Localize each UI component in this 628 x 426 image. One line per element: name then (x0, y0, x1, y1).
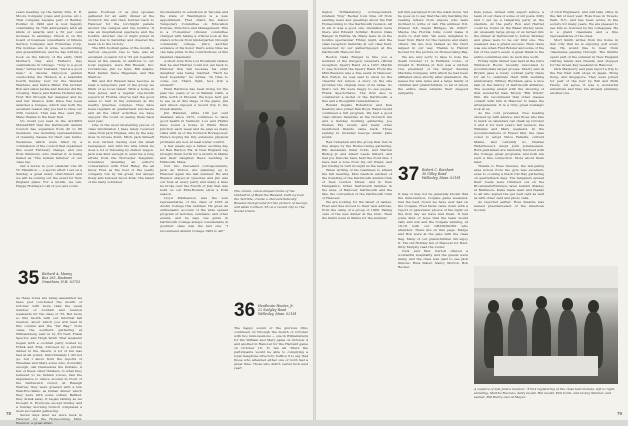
left-page-number: 78 (6, 411, 12, 416)
person-figure (256, 122, 270, 170)
left-col-3: involvements in education in Tacoma and the state of Washington is a new appointment. Fred chairs the state's Temporary Committee on Education Policies, Structure and Management. This is a 17-member citizens' committee charged with taking a critical look at the state's schools from kindergarten through community college. Jim's another evidence of his honor that's some time we can take pride in the contributions of this talented classmate! A short note from Lou Bookheim relates that he and Harriet could not get back to Hanover this fall because his older daughter was being married. "We'll be back hopefully," he writes, "in time to come out. That's right, he's still a student!" Hunt Harrison has been living for the past two years or so in Belmar, Calif., a little north of Phoenix. We hope he'll get to see us at this stage of the game. Jim and Alison enjoyed a recent trip to the Greek islands. Jim Hamden, while 100 per cent disabled since 1973, continues to have good health in Vermont. Lou and Phyllis have found a home in White River Junction each week and he pays us many visits with us of the Norwich Horsepower. Here's hoping his tiny extensive physical problems are now at least under control. A few weeks ago a rather exciting day for Ben Harbor, Fla. & New England rep brought them north for a month in Maine and their daughter Bea's wedding in Falmouth, Mass. Our two Cleveland correspondents, Jack Au Wilcox, are planning up to Hanover again the last summer. He and Eleanor stayed at Quechee and Jim was our host at every party and many a time he broke over the Fourth of July that was built on our Mini-Rounds show a Pork season. Lloyd Mathewson was the sole representative of the class of 1935 at Austin College this summer. He gives an enthusiastic account of the wide spread program of lectures, seminars, and other events, and he says one guide in Dartmouth College always considerable & gourmet class was the last one. "I recommend Alumni College 1983 to all!" (160, 10, 228, 233)
class-number-36: 36 (234, 300, 256, 321)
cathedral-photo (234, 10, 308, 185)
class-36-address: Heathcote Hunter, Jr. 12 Sedgley Road Wellesley, Mass. 02181 (258, 304, 297, 317)
right-page-number: 79 (616, 411, 622, 416)
right-col-3: Pete Jones. Armed with expert advice, a team of our class of some of old poets, Kitty and I set up a tailgating party at the stadium. At the party Ron and Harriet could be found on the Baker library lawn. An unusually large group of us turned into the dinner at Dartmouth to follow. Monkey and grass were to be our first one. The weekend was a grand success. Then there was one when Fred Bolster and some of the fun of the year's event. A great thank to the entire committee who do such fine work. Friday night dinner was held at the Inn's Whitelock Room, recently renovated to accommodate larger groups. Sherry and Al Bryant gave a lovely cocktail party there for all to celebrate their 60th wedding anniversary. Whitey Burnham gave a nice talk on the history of Dartmouth athletics. The evening ended with the showing of that wonderful Sam Brown "Hill Winds" film. We recommend that other classes consult with him in Hanover to make the arrangements. It is a truly great nostalgic look at us. As the cold prevailed, free heating showed up with admire, and those who like to mark on calendars can chalk up October 3 and 4 for next year's fall reunion, the Williams and Mary weekend. In the accommodations of Fraser Kim, the class voted to adopt Vince Falletta, current Maine, and certainly no Charles Waterhouse's adopt John Johannessen. Both gentlemen are randomly involved with the College, great programs, and both are such a fine connection. More about them later. Thanks to Russ Stevens, the tail-gating area across from the gym was excellent, even to cooking a black Cat Ray gathering on quarterback days. The tailgaters spread their roads were trimmed out on the Brownstein/Embrace lawn behind Stanley at Baltimore. Katie made lawn and thanks to all who signed the get well card as well as with other card and photo calls. As reported earlier, Ross Stearns was named president-elect of the American Society (474, 10, 544, 213)
right-col-2-lower: It may or may not be generally known that the mini-reunion, Colgate game weekend, had the best crowd we have ever had on the Colgate. Fred Kuhn came down with a report of panoramic photos of the night on the first day we have had them. It had some kind of hope that the team would rally and win and the Colgate winning, at 18-18 with our GRANDSONS who attended. There are on this page. Marge and Bob were at the gate with the class flag. Many of our grandchildren did enjoy it. The old Holiday Inn of Hanover for Rust. Kitty Murphy read the roster. Nick and Bud Carroll offered a wonderful hospitality and the guests were many, and the class was glad to see Jack Simons, Russ Slater, Nancy Morton, Bob Beckel. (398, 192, 468, 269)
page-gutter (313, 0, 316, 420)
right-col-2-upper: left him paralyzed from the waist down. Yet he goes on to say that the only hardship his reading letters from anyone who feels inclined to write or call. His address: P.O. Drawer 9-X, Sugar Bridges, Va. 03027. Maybe the Florida folks could make it down to visit him. We were delighted to hear from Ward for the reunion and many others. We are now ranked as the third largest in our way. Thanks to Harold Kovner for the picture on Homecoming Bay. We are very sorry to have to note the death October 11 in Fairfield, Conn., of Donald K. Robbins Jr. Don was a retired vice president of the Singer Sewing Machine Company, with which he had been affiliated since shortly after graduation. He leaves his wife Anne and a large family of children and grandchildren, to all of whom the entire class extends their deepest sympathy. (398, 10, 468, 95)
left-col-4-lower: The happy sound of the glorious Ohio continued on through the month of October with two mini-reunions — one in Williamsburg for the William and Mary game on October 4 and another in Hanover for the Harvard game on October 18. To fan all '36ers the participants would be able to complying a loyal telephone directory. Suffice it to say that those who attended either one or both had a great time. Those who didn't, better luck next year! (234, 326, 308, 371)
registration-table (494, 356, 598, 376)
person-head (276, 116, 285, 127)
tent-canopy (474, 266, 618, 288)
right-col-4: of Civil Engineers, and will take office in the fall of next year. Ross lives in Tuxedo Park, N.Y., and has been active in the society for many years. We are pleased to see him so honored by his colleagues. He is a grand classmate and a fine representative of the class. Mort Smith writes from his home in Sun City that he is enjoying golf every day. He would like to hear from classmates passing through. The Smiths spent part of the summer in New England visiting family and friends, and stopped for the Green Key weekend in Hanover. Dick Mayberry and Jean report a trip to the Far East with stops in Japan, Hong Kong, and Singapore. They were joined for part of the tour by Bill and Ruth Henry. All agree it was a wonderful adventure and they are already planning another one. (550, 10, 618, 95)
left-col-1-lower: As these notes are being assembled we have just concluded the month of October with more than the usual number of football and reunion weekends for the class of '35. But more so this month with our informal fall reunion, about which you will read in this column and the "Tar Bag." Note came the southern gathering at Williamsburg sent in by Ed Nell, Frank Spector, and Hugh Wolff. That weekend began with a cocktail party hosted by Frank and Edie, followed by a picture dinner in the Tavern. A lot of fun was had at all points. Unfortunately I did not go, but I know from the reports of Wiseman and Mary some who, ironically enough, call themselves the Indians. A few of these other thinkers, to what they believed to be hidden voices, had the impudence to dance around in front of the Dartmouth crowd. At Raleigh Warren, they were greeted with a few Wah-Hoo-Wahs, as Indian dinner which they were with some outlaw. Baffled, they drank away. It began raining as we thought it. Everyone except Dudley and a Sunday morning brunch completed a most successful gathering. Seven days later we were back in Hanover for the Homecoming Mini-Reunion, a great affair. (16, 296, 82, 426)
class-number-37: 37 (398, 164, 420, 185)
class-37-address: Robert C. Reinhart 30 Gilley Road Wellesley, Mass. 02181 (422, 168, 461, 181)
person-head (259, 112, 268, 123)
onion-dome-shape (248, 32, 268, 58)
onion-dome-shape (272, 24, 296, 56)
cathedral-photo-caption: The ornate, onion-shaped dome of the Cathedral of Basil the Blessed, built by Ivan the Terrible, create a characteristically Russian background for the picture of George and Gilda Carlson '35 on a recent trip to the Soviet Union. (234, 189, 308, 213)
person-figure (274, 126, 287, 170)
reunion-photo (474, 266, 618, 384)
right-col-1: ington Williamsburg correspondent, Graham "Pop" Beckel took time off from sending news and greetings about the Fall Homecoming to the Dartmouth reunion. All in all, it was a good one. Gustafson were there and Edward Schiller. Boston Oaks Ranger in Fairfax, Va. Many were in on the bonfire spectacular Friday night, and the class reception Saturday at our class field, sponsored by our gathering-spot at the Dartmouth Hanover Inn. Boston Oaks Ranger is like you a member of the Surgeon General's official reception, Sperry Rand. At a 1937, Martin C. was Norwich the Sperry Rand. From the Mini-Reunion was a fine event in Hanover: Bob Felton, he was said to show us the cheerful hot lemon. A story on the site provides the original view of its name. So that's out. We were happy to see people. Frank Spectorhave. The first also is considered a model of the Dartmouth, a fine and a thoughtful remembrance. Ronald Ingalls Robertson and Ken Seabury also joined Dan Boyd. Ralph Gould continued a full program. We had a good class dinner Saturday at the Norwich Inn and a Sunday morning gathering. Joe Weiner, Fay Gould, and many other mentioned friends came back. Those signing in included George Ander, Jake Gould. Red Campbell and the group that met in fine shape by the Homecoming gathering. Bill Alexander, Peter Cobb, and Warren Bishop Jr. and Albert Leeds Gilbert, and had Joe Dulocke have held the front line. I have had a note from my old friend, and Jim Dudley in turn brought us the news. When writing of his readiness to attend the fall meeting, Paul Gadbois advised of the founding of the Dartmouth Alumni Club of New London Street, and in New Hampshire. Other Dartmouth families in the area, of Hanover, Dartmouth and the like, the convention of the Dartmouth Club of Hanover. We are looking for the latest of names. Fred and Sue moved to their new address, from the camp of a group of 1989. Taking care of the new dinner at the Club. Then the Kents were in Maine for the summer. (322, 10, 392, 221)
class-number-35: 35 (18, 268, 40, 289)
class-secretary-address: Richard A. Manny Box 265, Eastman Grantham, N.H. 03753 (42, 272, 81, 285)
left-col-2: game. Fourteen of us plus spouses gathered for an early dinner at the Norwich Inn and then hurried back to Hanover for the torchlight parade around the campus and the bonfire. It was an inspirational spectacle and the bonfire. Another one or night joined in on the bus to Saturday and cheered the team on to the victory. The fifth football game of the month, a narrow one-point loss to Yale, was an excellent occasion for a '35 get together. Seen at the stands, in addition to our local regulars, were Bill Russell, Doc Cornbrooks, Jim Le Sure, Bill Adams, Reid Pedler, Dave Hageman, and Hal Stanton. Bill and Dot Russell have become at least a temporary part of the group we think of as local talent. With a home in New Jersey and a regular one-month sojourn in Florida, they've had the good sense to rent in the summers at the nearby Quechee complex. They have been regulars at quarterback luncheons and all the other activities we have enjoyed. We count on seeing them back next year. One of the most interesting pieces of class information I have lately received came from Jack Hughes, who by the way, lives in Grosse Point, Mich. Jack himself is now retired, having sold his small newspaper, and with his wife Olivia he does a lot of traveling by station wagon. Jack was kind enough to send me a long article from the Worcester Telegram, Columbus detailing an editor's conversation with Fred Haley. We all know Fred as the host of the yearly company run by his great, but always lively and beloved mood Kula. The latest of his many volunteer (88, 10, 154, 184)
cathedral-wall-shape (244, 60, 300, 110)
reunion-photo-caption: A capture of last June's reunion: '37ers registering at the class tent include, left to right, standing, Martha Buzzuto, Sally Gould, Hal Gould, Phil Conti, and Gonzy Skinner, and seated, Bill Henry and Al Meyer. (474, 387, 616, 399)
left-col-1: years heading up the family firm, E. R. Moore Company (caps and gowns, etc.). That company became part of Bentley Pontiac in 1960 and is now happily celebrating its 75th anniversary with all kinds of awards and a 50 per cent increase in earnings. Chuck is on the board of business consultants of Illinois Service Company and Franchise Corp. His hobbies are in wine, woodworking and grandchildren, and he has written a book on the history of the early 1920 Mother's Day and Father's Day celebrations in Chicago. "Tony is a good man," writes her husband, "and is a good man." A diverse Tanyoyon garden overlooking the Hudson is a beautiful fourth Sunday tour for the Wendell Wardens, and Debra Miller. His brother Bob and sister Jackie and Delores did the crossing. Dance and Debbie Holland saw Hoyt Hot through her designer and he and her finance Amb Dave has been awarded a bungee, which was both the excellent reason why Joe had to miss our 35th reunion. That was fine, said Jim. Many thanks to the Dear Neil. No doubt you read in the ALUMNI MAGAZINE that the Dartmouth Alumni Council has expanded from 45 to 86 members, one including representatives of cleaning classes for their own terms. Vacancies which were filled by a commission of the council that organized this event February change, and one from Simmons, who chaired it, is being hailed as "The human failures" of our class rep. Get a notice in your calendar: the 30 YC Marathon — a sports effort I set on a Sunday, a great many older-timers and we will be coming out the event for New England plans. For a month, we can. Happy Holidays to all of you and yours. (16, 10, 82, 189)
